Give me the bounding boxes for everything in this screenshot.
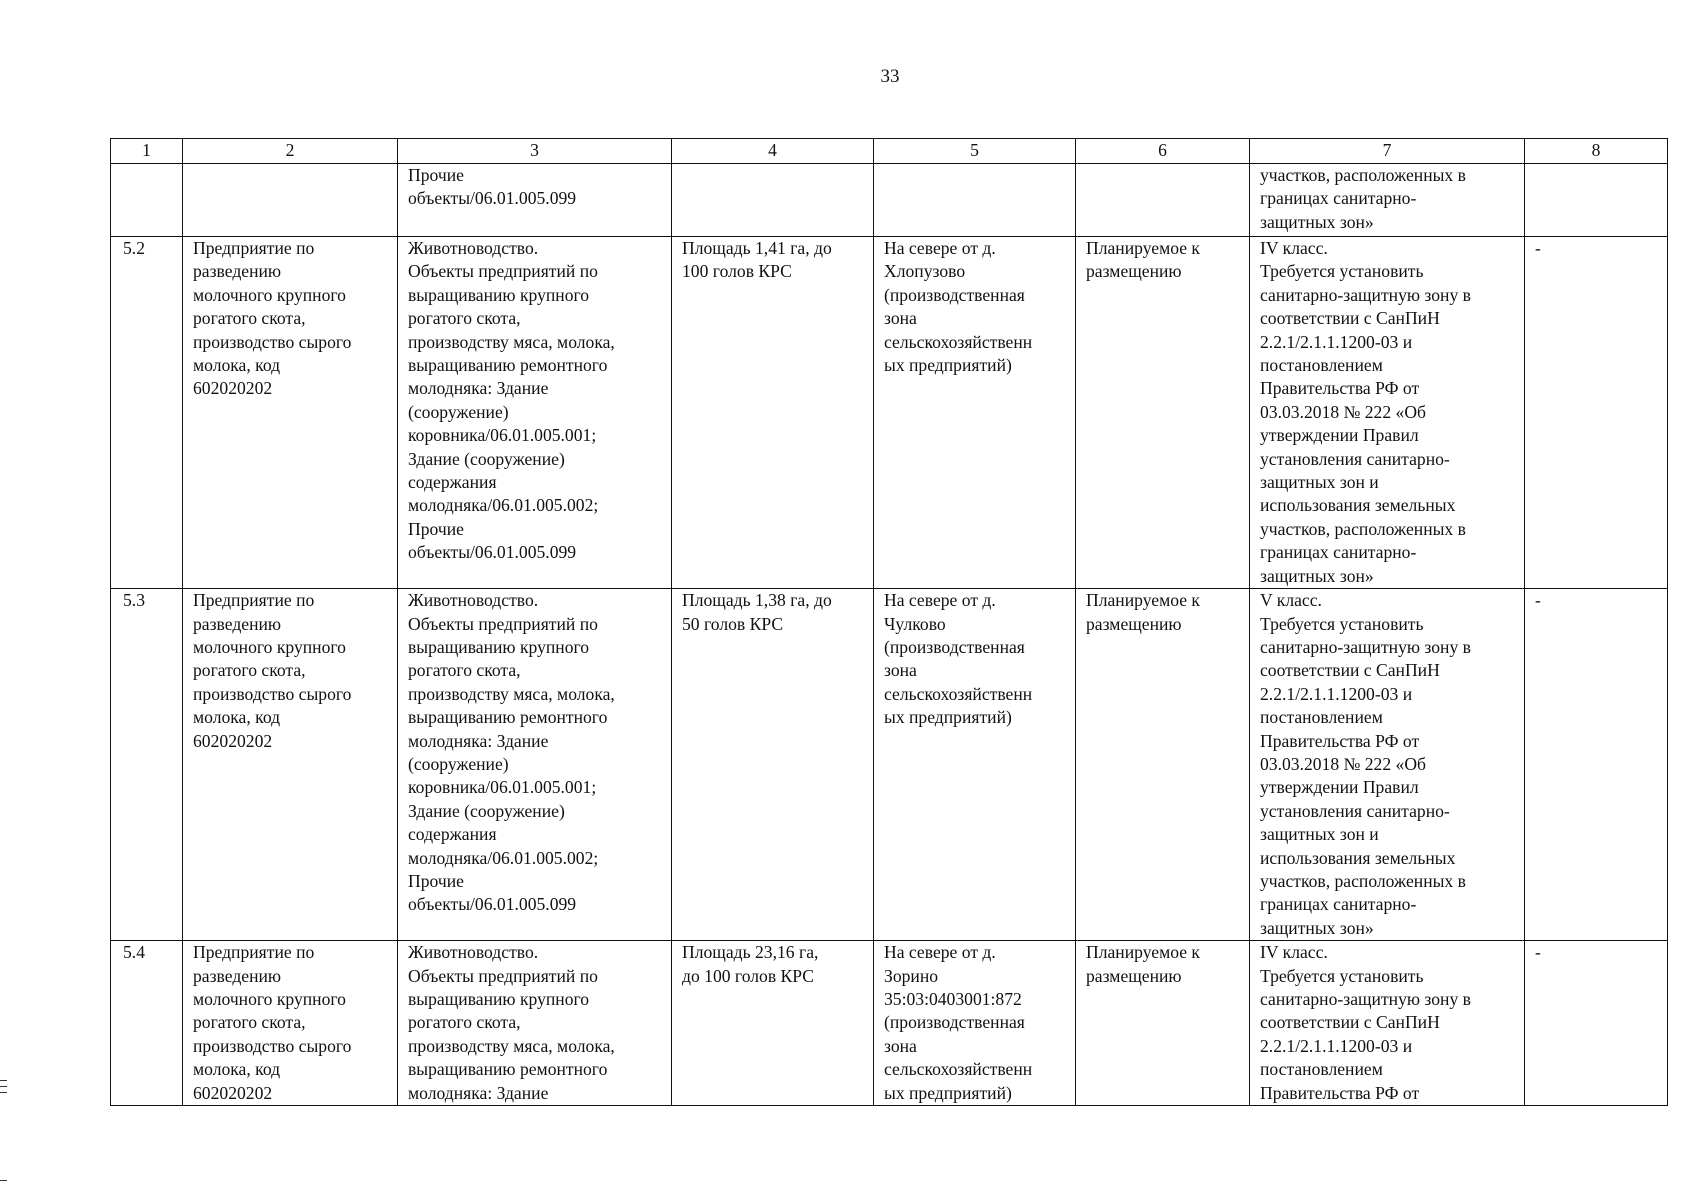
- cell-zone-info: IV класс. Требуется установить санитарно-защитную зону в соответствии с СанПиН 2.2.1/2.1.1.1200-03 и постановлением Правительства РФ от: [1250, 941, 1525, 1106]
- table-row: [111, 164, 1668, 237]
- cell-parameters: [672, 164, 874, 237]
- cell-location: На севере от д. Хлопузово (производственная зона сельскохозяйственн ых предприятий): [874, 237, 1076, 589]
- cell-note: -: [1525, 941, 1668, 1106]
- cell-number: [111, 164, 183, 237]
- cell-object-type: Животноводство. Объекты предприятий по выращиванию крупного рогатого скота, производству мяса, молока, выращиванию ремонтного молодняка: Здание (сооружение) коровника/06.01.005.001; Здание (сооружение) содержания молодняка/06.01.005.002; Прочие объекты/06.01.005.099: [398, 589, 672, 941]
- cell-number: 5.2: [111, 237, 183, 589]
- column-header: 8: [1525, 139, 1668, 164]
- column-header: 7: [1250, 139, 1525, 164]
- cell-note: -: [1525, 589, 1668, 941]
- table-header-row: [111, 139, 1668, 164]
- cell-object-name: Предприятие по разведению молочного крупного рогатого скота, производство сырого молока, код 602020202: [183, 237, 398, 589]
- cell-object-type: Животноводство. Объекты предприятий по выращиванию крупного рогатого скота, производству мяса, молока, выращиванию ремонтного молодняка: Здание: [398, 941, 672, 1106]
- cell-zone-info: V класс. Требуется установить санитарно-защитную зону в соответствии с СанПиН 2.2.1/2.1.1.1200-03 и постановлением Правительства РФ от 03.03.2018 № 222 «Об утверждении Правил установления санитарно- защитных зон и использования земельных участков, расположенных в границах санитарно- защитных зон»: [1250, 589, 1525, 941]
- margin-tick: [0, 1180, 7, 1181]
- table-row: [111, 589, 1668, 941]
- cell-object-name: Предприятие по разведению молочного крупного рогатого скота, производство сырого молока, код 602020202: [183, 941, 398, 1106]
- cell-number: 5.3: [111, 589, 183, 941]
- cell-parameters: Площадь 1,41 га, до 100 голов КРС: [672, 237, 874, 589]
- cell-location: [874, 164, 1076, 237]
- cell-object-type: Прочие объекты/06.01.005.099: [398, 164, 672, 237]
- cell-status: Планируемое к размещению: [1076, 941, 1250, 1106]
- cell-object-name: Предприятие по разведению молочного крупного рогатого скота, производство сырого молока, код 602020202: [183, 589, 398, 941]
- column-header: 3: [398, 139, 672, 164]
- column-header: 4: [672, 139, 874, 164]
- table-row: [111, 941, 1668, 1106]
- column-header: 6: [1076, 139, 1250, 164]
- cell-status: [1076, 164, 1250, 237]
- table-row: [111, 237, 1668, 589]
- cell-location: На севере от д. Зорино 35:03:0403001:872 (производственная зона сельскохозяйственн ых предприятий): [874, 941, 1076, 1106]
- objects-table: [110, 138, 1668, 1106]
- cell-parameters: Площадь 23,16 га, до 100 голов КРС: [672, 941, 874, 1106]
- cell-status: Планируемое к размещению: [1076, 237, 1250, 589]
- column-header: 2: [183, 139, 398, 164]
- cell-note: -: [1525, 237, 1668, 589]
- cell-zone-info: участков, расположенных в границах санитарно- защитных зон»: [1250, 164, 1525, 237]
- page-number: 33: [880, 66, 900, 87]
- margin-tick: [0, 1092, 7, 1093]
- cell-location: На севере от д. Чулково (производственная зона сельскохозяйственн ых предприятий): [874, 589, 1076, 941]
- column-header: 1: [111, 139, 183, 164]
- cell-parameters: Площадь 1,38 га, до 50 голов КРС: [672, 589, 874, 941]
- cell-number: 5.4: [111, 941, 183, 1106]
- column-header: 5: [874, 139, 1076, 164]
- cell-zone-info: IV класс. Требуется установить санитарно-защитную зону в соответствии с СанПиН 2.2.1/2.1.1.1200-03 и постановлением Правительства РФ от 03.03.2018 № 222 «Об утверждении Правил установления санитарно- защитных зон и использования земельных участков, расположенных в границах санитарно- защитных зон»: [1250, 237, 1525, 589]
- margin-tick: [0, 1086, 7, 1087]
- cell-object-name: [183, 164, 398, 237]
- cell-note: [1525, 164, 1668, 237]
- margin-tick: [0, 1080, 7, 1081]
- cell-object-type: Животноводство. Объекты предприятий по выращиванию крупного рогатого скота, производству мяса, молока, выращиванию ремонтного молодняка: Здание (сооружение) коровника/06.01.005.001; Здание (сооружение) содержания молодняка/06.01.005.002; Прочие объекты/06.01.005.099: [398, 237, 672, 589]
- cell-status: Планируемое к размещению: [1076, 589, 1250, 941]
